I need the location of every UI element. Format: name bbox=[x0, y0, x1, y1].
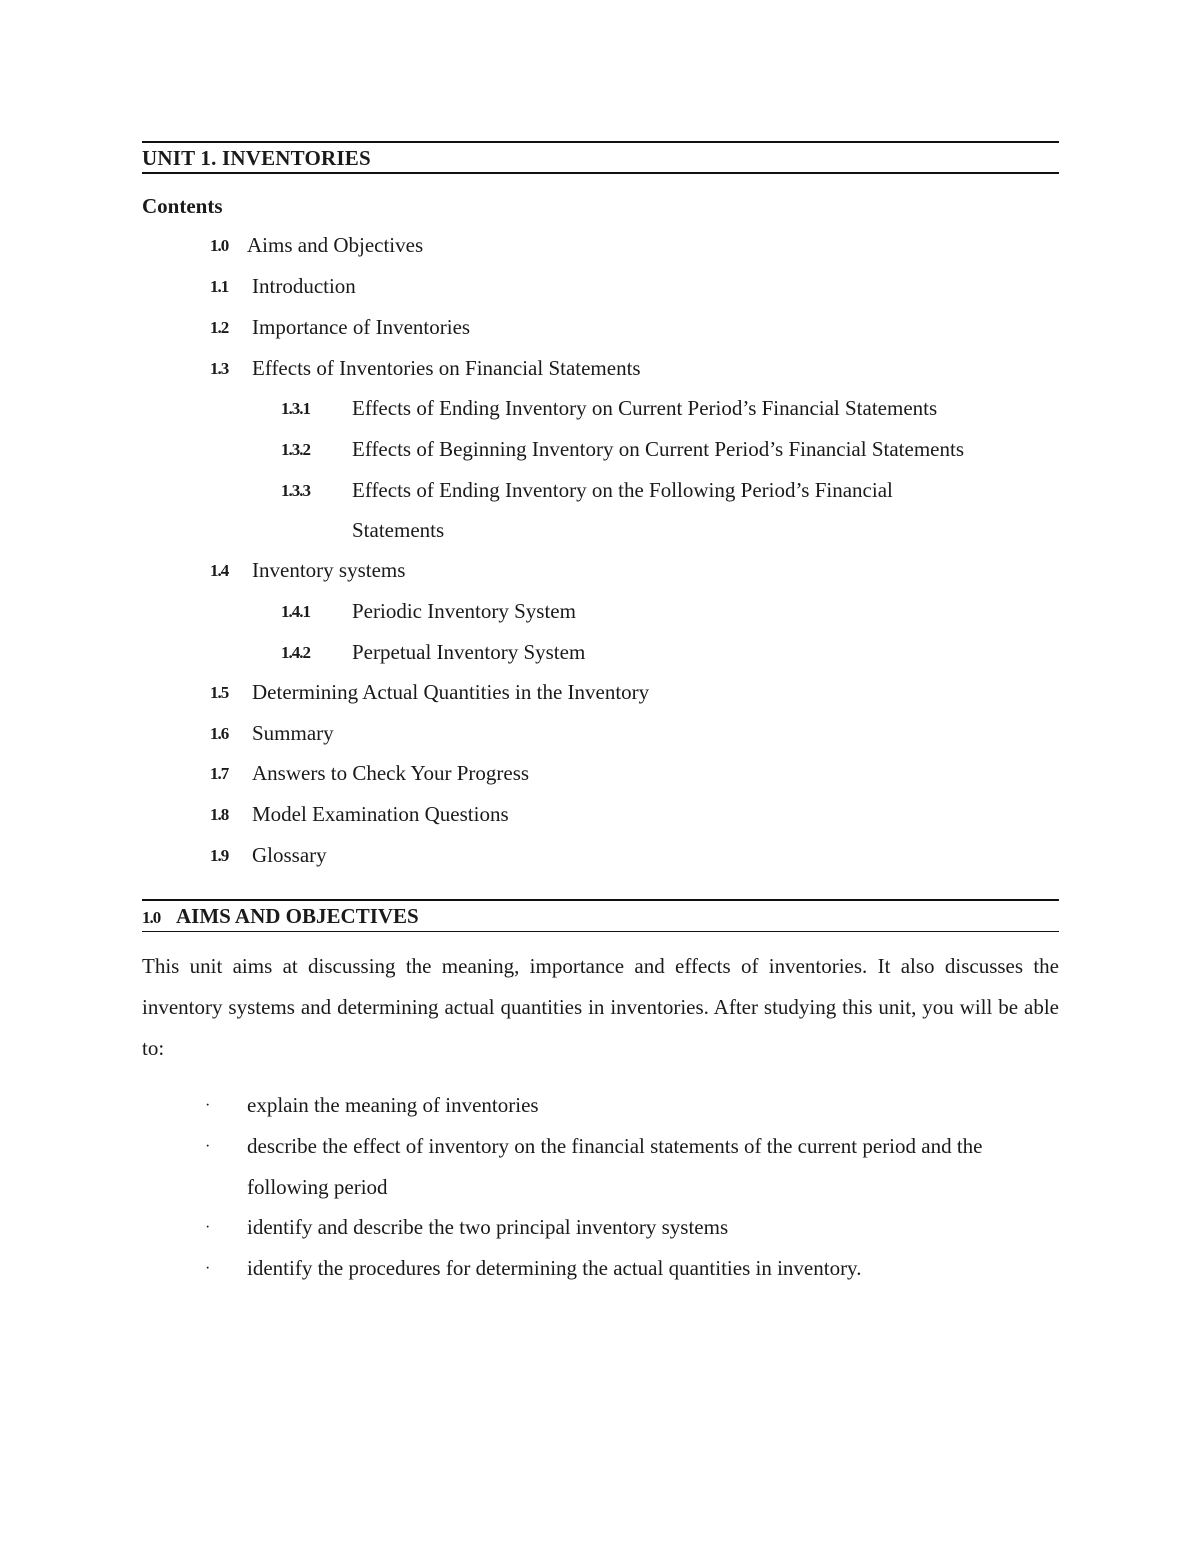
toc-label: Effects of Inventories on Financial Statements bbox=[252, 356, 641, 380]
toc-number: 1.4 bbox=[210, 561, 229, 580]
toc-label: Introduction bbox=[252, 274, 356, 298]
bullet-icon: · bbox=[205, 1138, 211, 1155]
toc-label: Importance of Inventories bbox=[252, 315, 471, 339]
bullet-icon: · bbox=[205, 1260, 211, 1277]
contents-heading: Contents bbox=[142, 194, 223, 218]
toc-number: 1.7 bbox=[210, 764, 229, 783]
toc-label: Effects of Ending Inventory on the Following Period’s Financial bbox=[352, 478, 893, 502]
toc-label: Effects of Ending Inventory on Current Period’s Financial Statements bbox=[352, 396, 938, 420]
toc-label: Determining Actual Quantities in the Inventory bbox=[252, 680, 650, 704]
bullet-text: explain the meaning of inventories bbox=[247, 1093, 539, 1117]
toc-number: 1.3 bbox=[210, 359, 229, 378]
toc-label: Answers to Check Your Progress bbox=[252, 761, 530, 785]
toc-label: Perpetual Inventory System bbox=[352, 640, 586, 664]
toc-number: 1.6 bbox=[210, 724, 229, 743]
toc-number: 1.4.2 bbox=[281, 643, 310, 662]
section-title: AIMS AND OBJECTIVES bbox=[176, 904, 419, 928]
toc-label: Effects of Beginning Inventory on Current Period’s Financial Statements bbox=[352, 437, 964, 461]
bullet-icon: · bbox=[205, 1097, 211, 1114]
toc-label: Glossary bbox=[252, 843, 327, 867]
toc-number: 1.2 bbox=[210, 318, 229, 337]
toc-number: 1.4.1 bbox=[281, 602, 310, 621]
unit-title: UNIT 1. INVENTORIES bbox=[142, 146, 371, 170]
toc-number: 1.3.2 bbox=[281, 440, 310, 459]
toc-label: Inventory systems bbox=[252, 558, 406, 582]
top-rule bbox=[142, 141, 1059, 143]
section-top-rule bbox=[142, 899, 1059, 901]
toc-label: Periodic Inventory System bbox=[352, 599, 576, 623]
aims-paragraph: This unit aims at discussing the meaning, importance and effects of inventories. It also discusses the inventory systems and determining actual quantities in inventories. After studying this unit, you will be able to: bbox=[142, 954, 1059, 1060]
toc-number: 1.0 bbox=[210, 236, 229, 255]
bullet-text: describe the effect of inventory on the financial statements of the current period and the following period bbox=[247, 1134, 983, 1199]
toc-label-continuation: Statements bbox=[352, 518, 445, 542]
toc-number: 1.1 bbox=[210, 277, 229, 296]
toc-number: 1.8 bbox=[210, 805, 229, 824]
toc-number: 1.9 bbox=[210, 846, 229, 865]
unit-title-underline bbox=[142, 172, 1059, 174]
bullet-text: identify and describe the two principal inventory systems bbox=[247, 1215, 729, 1239]
section-number: 1.0 bbox=[142, 908, 161, 927]
toc-label: Model Examination Questions bbox=[252, 802, 509, 826]
section-underline bbox=[142, 931, 1059, 932]
toc-number: 1.3.3 bbox=[281, 481, 310, 500]
toc-number: 1.5 bbox=[210, 683, 229, 702]
section-heading bbox=[142, 904, 419, 929]
toc-label: Aims and Objectives bbox=[247, 233, 424, 257]
toc-number: 1.3.1 bbox=[281, 399, 310, 418]
bullet-icon: · bbox=[205, 1219, 211, 1236]
toc-label: Summary bbox=[252, 721, 334, 745]
bullet-text: identify the procedures for determining the actual quantities in inventory. bbox=[247, 1256, 862, 1280]
